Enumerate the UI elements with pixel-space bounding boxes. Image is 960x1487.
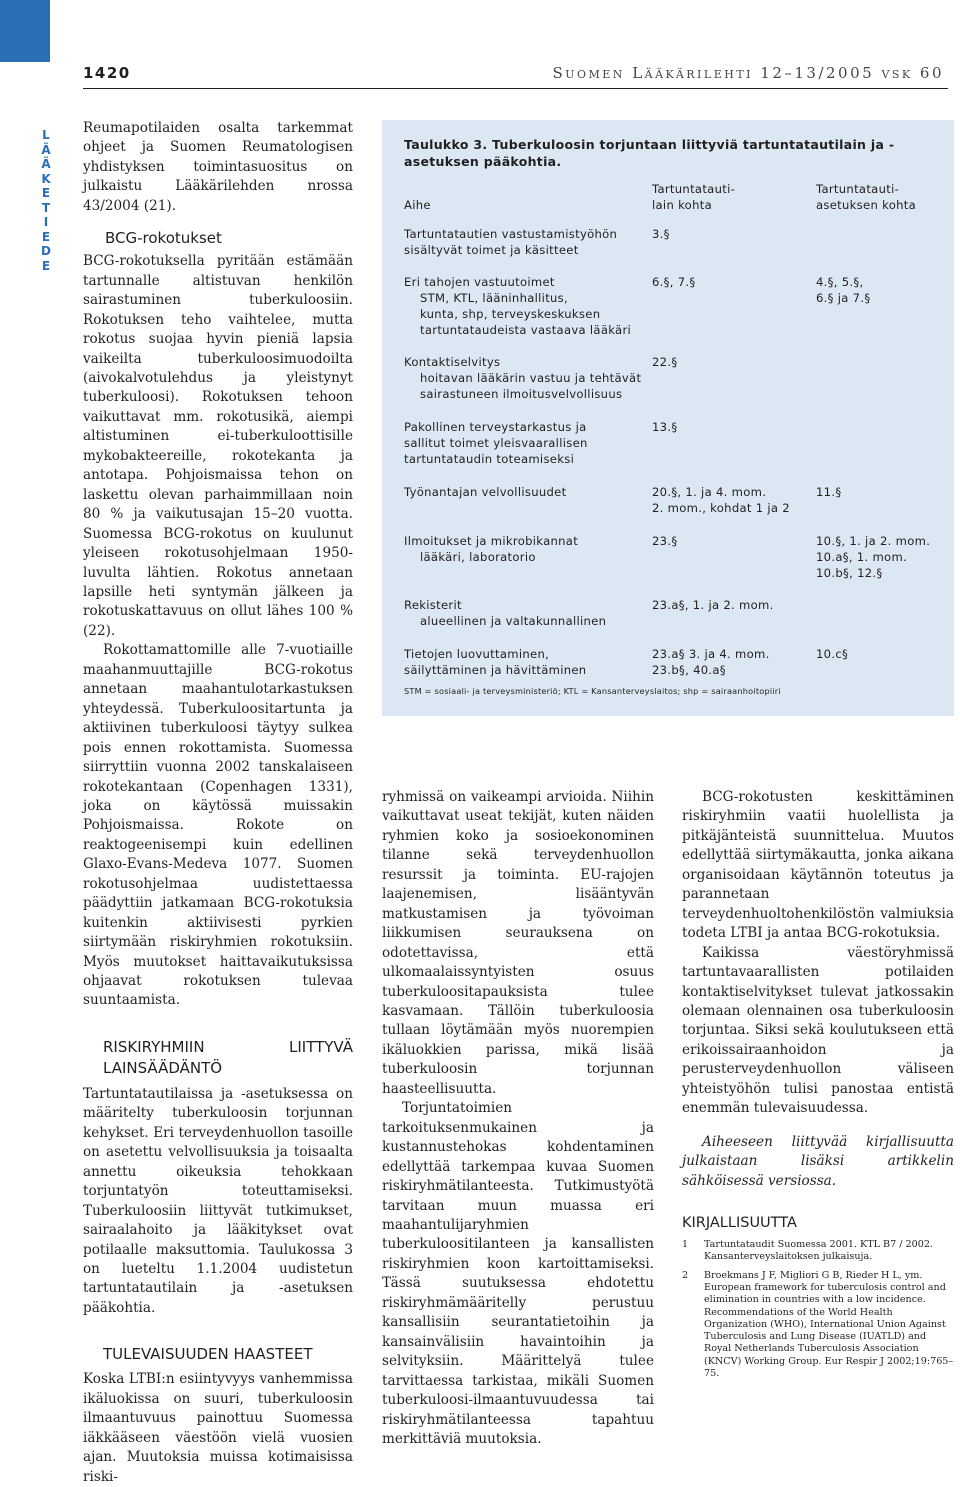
section-tab-letter: E (41, 229, 51, 244)
table-row-decree: 10.a§, 1. mom. (816, 550, 908, 564)
column-3 (682, 788, 954, 1386)
table-row-law: 13.§ (652, 420, 678, 434)
table-row-topic: Tartuntatautien vastustamistyöhön (404, 227, 618, 241)
table-footnote: STM = sosiaali- ja terveysministeriö; KTL = Kansanterveyslaitos; shp = sairaanhoitopiiri (404, 686, 781, 696)
section-tab-letter: T (41, 200, 51, 215)
references-heading: KIRJALLISUUTTA (682, 1215, 797, 1232)
table-header-law-2: lain kohta (652, 198, 712, 212)
table-row-decree: 6.§ ja 7.§ (816, 291, 871, 305)
table-row-decree: 4.§, 5.§, (816, 275, 864, 289)
section-tab-letter: Ä (41, 142, 51, 157)
table-row-law: 23.b§, 40.a§ (652, 663, 726, 677)
table-row-topic: kunta, shp, terveyskeskuksen (420, 307, 601, 321)
table-row-topic: Työnantajan velvollisuudet (404, 485, 567, 499)
table-header-topic: Aihe (404, 198, 431, 212)
reference-text: Broekmans J F, Migliori G B, Rieder H L, ym. European framework for tuberculosis control and elimination in countries with a low incidence. Recommendations of the World Health Organization (WHO), International Union Against Tuberculosis and Lung Disease (IUATLD) and Royal Netherlands Tuberculosis Association (KNCV) Working Group. Eur Respir J 2002;19:765–75. (704, 1269, 954, 1380)
table-row-law: 22.§ (652, 355, 678, 369)
table-row-topic: Rekisterit (404, 598, 462, 612)
bcg-paragraph-1: BCG-rokotuksella pyritään estämään tartunnalle altistuvan henkilön sairastuminen tuberkuloosiin. Rokotuksen teho vaihtelee, mutta rokotus suojaa hyvin pieniä lapsia vaikeilta tuberkuloosimuodoilta (aivokalvotulehdus ja yleistynyt tuberkuloosi). Rokotuksen tehoon vaikuttavat mm. rokotusikä, aiempi altistuminen ei-tuberkuloottisille mykobakteereille, rokotekanta ja antotapa. Pohjoismaissa tehon on laskettu olevan parhaimmillaan noin 80 % ja vaikutusajan 15–20 vuotta. Suomessa BCG-rokotus on kuulunut yleiseen rokotusohjelmaan 1950-luvulta lähtien. Rokotus annetaan lapsille heti syntymän jälkeen ja rokotuskattavuus on ollut lähes 100 % (22). (83, 253, 353, 639)
reference-item (682, 1239, 954, 1264)
section-tab-letter: L (42, 128, 50, 142)
table-row-law: 6.§, 7.§ (652, 275, 696, 289)
table-row-topic: hoitavan lääkärin vastuu ja tehtävät (420, 371, 642, 385)
table-row-topic: sairastuneen ilmoitusvelvollisuus (420, 387, 623, 401)
table-row-decree: 10.c§ (816, 647, 849, 661)
table-row-topic: säilyttäminen ja hävittäminen (404, 663, 587, 677)
section-tab-letter: E (41, 258, 51, 273)
table-row-topic: lääkäri, laboratorio (420, 550, 536, 564)
heading-future: TULEVAISUUDEN HAASTEET (103, 1345, 313, 1364)
table-row-decree: 10.§, 1. ja 2. mom. (816, 534, 931, 548)
future-paragraph: Koska LTBI:n esiintyvyys vanhemmissa ikäluokissa on suuri, tuberkuloosin ilmaantuvuus painottuu Suomessa iäkkääseen väestöön vielä vuosien ajan. Muutoksia muissa kotimaisissa riski- (83, 1371, 353, 1485)
table-row-topic: Eri tahojen vastuutoimet (404, 275, 555, 289)
column-2 (382, 788, 654, 1449)
table-row-law: 23.§ (652, 534, 678, 548)
table-row-topic: Ilmoitukset ja mikrobikannat (404, 534, 579, 548)
table-row-decree: 10.b§, 12.§ (816, 566, 883, 580)
section-tab (38, 128, 54, 273)
risk-paragraph: Tartuntatautilaissa ja -asetuksessa on määritelty tuberkuloosin torjunnan kehykset. Eri terveydenhuollon tasoille on asetettu velvollisuuksia ja toisaalta annettu oikeuksia tehokkaan torjuntatyön toteuttamiseksi. Tuberkuloosiin liittyvät tutkimukset, sairaalahoito ja lääkitykset ovat potilaalle maksuttomia. Taulukossa 3 on lueteltu 1.1.2004 uudistetun tartuntatautilain ja -asetuksen pääkohtia. (83, 1085, 353, 1316)
table-row-law: 20.§, 1. ja 4. mom. (652, 485, 767, 499)
table-3 (382, 120, 954, 716)
table-row-law: 2. mom., kohdat 1 ja 2 (652, 501, 790, 515)
table-row-topic: sisältyvät toimet ja käsitteet (404, 243, 579, 257)
section-tab-letter: E (41, 186, 51, 200)
col3-paragraph-2: Kaikissa väestöryhmissä tartuntavaarallisten potilaiden kontaktiselvitykset tulevat jatkossakin olemaan olennainen osa tuberkuloosin torjuntaa. Siksi sekä koulutukseen että erikoissairaanhoidon ja perusterveydenhuollon väliseen yhteistyöhön tulisi panostaa entistä enemmän tulevaisuudessa. (682, 944, 954, 1117)
heading-bcg: BCG-rokotukset (105, 229, 222, 248)
table-row-topic: alueellinen ja valtakunnallinen (420, 614, 607, 628)
col2-paragraph-2: Torjuntatoimien tarkoituksenmukainen ja kustannustehokas kohdentaminen edellyttää tarkempaa kuvaa Suomen riskiryhmätilanteesta. Tutkimustyötä tarvitaan muun muassa eri maahantulijaryhmien tuberkuloositilanteen ja kansallisten riskiryhmien koon kartoittamiseksi. Tässä suutuksessa ehdotettu riskiryhmämääritelly perustuu kansallisiin seurantatietoihin ja kansainvälisiin havaintoihin ja selvityksiin. Määrittelyä tulee tarvittaessa tarkistaa, mikäli Suomen tuberkuloosi-ilmaantuvuudessa tai riskiryhmätilanteessa tapahtuu merkittäviä muutoksia. (382, 1100, 654, 1447)
reference-number: 2 (682, 1269, 689, 1281)
header-rule (83, 88, 948, 89)
table-title: Taulukko 3. Tuberkuloosin torjuntaan liittyviä tartuntatautilain ja -asetuksen pääkohtia. (404, 137, 895, 169)
column-1 (83, 119, 353, 1487)
bcg-paragraph-2: Rokottamattomille alle 7-vuotiaille maahanmuuttajille BCG-rokotus annetaan maahantulotarkastuksen yhteydessä. Tuberkuloositartunta ja aktiivinen tuberkuloosi täytyy sulkea pois ennen rokottamista. Suomessa siirryttiin vuonna 2002 tanskalaiseen rokotekantaan (Copenhagen 1331), joka on käytössä muissakin Pohjoismaissa. Rokote on reaktogeenisempi kuin edellinen Glaxo-Evans-Medeva 1077. Suomen rokotusohjelmaa uudistettaessa päädyttiin jatkamaan BCG-rokotuksia kuitenkin aktiivisesti pyrkien siirtymään riskiryhmien rokotuksiin. Myös muutokset haittavaikutuksissa ohjaavat rokotuksen tulevaa suuntaamista. (83, 642, 353, 1009)
references-list (682, 1239, 954, 1380)
col3-paragraph-1: BCG-rokotusten keskittäminen riskiryhmiin vaatii huolellista ja pitkäjänteistä suunnittelua. Muutos edellyttää siirtymäkautta, jonka aikana organisoidaan käytännön toteutus ja parannetaan terveydenhuoltohenkilöstön valmiuksia todeta LTBI ja antaa BCG-rokotuksia. (682, 789, 954, 942)
reference-text: Tartuntataudit Suomessa 2001. KTL B7 / 2002. Kansanterveyslaitoksen julkaisuja. (704, 1239, 933, 1263)
table-row-decree: 11.§ (816, 485, 842, 499)
col2-paragraph-1: ryhmissä on vaikeampi arvioida. Niihin vaikuttavat useat tekijät, kuten näiden ryhmien koko ja sosioekonominen tilanne sekä terveydenhuollon resurssit ja toiminta. EU-rajojen laajenemisen, lisääntyvän matkustamisen ja työvoiman liikkumisen seurauksena on odotettavissa, että ulkomaalaissyntyisten osuus tuberkuloositapauksista tulee kasvamaan. Tällöin tuberkuloosia tullaan löytämään myös nuorempien ikäluokkien parissa, mikä lisää tuberkuloosin torjunnan haasteellisuutta. (382, 789, 654, 1097)
running-head: Suomen Lääkärilehti 12–13/2005 vsk 60 (552, 64, 944, 82)
section-tab-letter: Ä (41, 157, 51, 171)
accent-corner-block (0, 0, 50, 62)
table-row-topic: Pakollinen terveystarkastus ja (404, 420, 587, 434)
table-row-topic: sallitut toimet yleisvaarallisen (404, 436, 588, 450)
reference-item (682, 1270, 954, 1381)
electronic-version-note: Aiheeseen liittyvää kirjallisuutta julkaistaan lisäksi artikkelin sähköisessä versiossa. (682, 1133, 954, 1189)
table-row-law: 23.a§, 1. ja 2. mom. (652, 598, 774, 612)
table-row-topic: tartuntataudeista vastaava lääkäri (420, 323, 632, 337)
intro-paragraph: Reumapotilaiden osalta tarkemmat ohjeet ja Suomen Reumatologisen yhdistyksen toimintasuositus on julkaistu Lääkärilehden nrossa 43/2004 (21). (83, 120, 353, 214)
table-row-topic: Kontaktiselvitys (404, 355, 501, 369)
table-row-law: 3.§ (652, 227, 670, 241)
table-header-decree-1: Tartuntatauti- (816, 182, 900, 196)
table-header-decree-2: asetuksen kohta (816, 198, 916, 212)
table-header-law-1: Tartuntatauti- (652, 182, 736, 196)
heading-risk-legislation: RISKIRYHMIIN LIITTYVÄ LAINSÄÄDÄNTÖ (103, 1037, 353, 1077)
section-tab-letter: D (41, 244, 51, 258)
table-row-topic: tartuntataudin toteamiseksi (404, 452, 575, 466)
table-row-topic: Tietojen luovuttaminen, (404, 647, 550, 661)
section-tab-letter: K (41, 171, 51, 186)
page-number: 1420 (83, 64, 131, 82)
table-row-law: 23.a§ 3. ja 4. mom. (652, 647, 770, 661)
section-tab-letter: I (43, 215, 49, 229)
reference-number: 1 (682, 1239, 689, 1251)
table-row-topic: STM, KTL, lääninhallitus, (420, 291, 569, 305)
